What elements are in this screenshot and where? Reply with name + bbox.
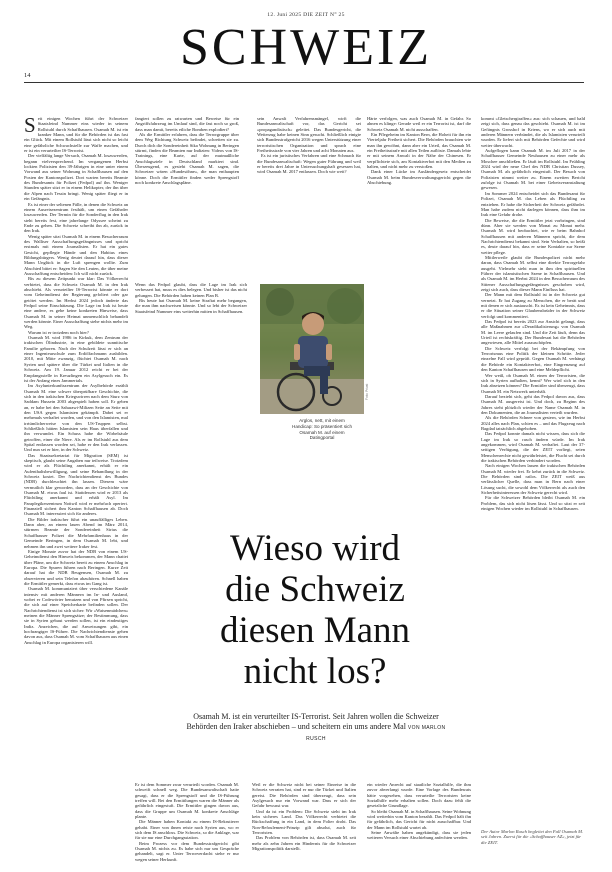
paragraph: Nach einigen Wochen lassen die irakischen Behörden Osamah M. wieder frei. Er kehrt zurück in die Schweiz. Die Behörden sind ratlos. Die ZEIT weiß aus verlässlicher Quelle, dass man in Bern nach einer Lösung sucht, die sowohl dem Völkerrecht als auch den Sicherheitsinteressen der Schweiz gerecht wird. <box>481 463 585 496</box>
paragraph: Beim Prozess vor dem Bundesstrafgericht gibt Osamah M. nichts zu. Es habe sich nur um Gespräche gehandelt, sagt er. Unter Terrorverdacht stehe er nur wegen seiner Herkunft. <box>135 840 239 862</box>
paragraph: Bis heute hat Osamah M. keine Straftat mehr begangen, die man ihm nachweisen könnte. Und so lebt der Schweizer Staatsfeind Nummer eins weiterhin mitten in Schaffhausen. <box>135 298 247 314</box>
article-column-5 <box>481 116 585 822</box>
paragraph: Als die Ermittler erfahren, dass die Terrorgruppe über dem Weg Richtung Schweiz befindet, schreiten sie zu. Durch dich die Sondereinheit Sika Wohnung in Beringen stürmt, finden die Beamten nur Indizien: Videos von IS-Trainings, eine Karte, auf der mutmaßliche Anschlagsziele in Deutschland markiert sind. Überzeugend, es gesteht Osamah M. sagen, die Schweizer wären »Hundesöhne«, die man enthaupten könne. Doch die Ermittler finden weder Sprengstoff noch konkrete Anschlagspläne. <box>135 132 239 186</box>
headline-line: nicht los? <box>243 651 387 692</box>
paragraph: Härte verfolgen, was auch Osamah M. in Gefahr. So ahnen es klinge: Gerade weil er ein Terrorist ist, darf die Schweiz Osamah M. nicht ausschaffen. <box>367 116 471 132</box>
drop-cap: S <box>24 113 36 137</box>
header-meta: 12. Juni 2025 DIE ZEIT N° 25 <box>267 12 345 18</box>
headline-line: diesen Mann <box>219 610 411 651</box>
paragraph: Die Schweiz verfolgt bei der Bekämpfung von Terrorismus eine Politik der kleinen Schritte. Jeder einzelne Fall wird geprüft. Gegen Osamah M. verhängt die Behörde ein Kontaktverbot, eine Eingrenzung auf den Kanton Schaffhausen und eine Meldepflicht. <box>481 345 585 373</box>
paragraph: Die Bilder irakischer führt ein unauffälliges Leben. Dann aber, an einem lauen Abend im März 2014, stürmen Beamte der Sondereinheit Sirius die Schaffhauser Polizei die Mehrfamilienhaus in der Gemeinde Beringen, in dem Osamah M. lebt, und nehmen ihn und zwei weitere Iraker fest. <box>24 516 128 549</box>
paragraph: Osamah M. kommuniziert über verschiedene Kanäle intensiv mit anderen Männern im In- und Ausland, wobei er Codewörter benutzen und von Pfirsen spricht, die sich auf einer Speicherkarte befinden sollen. Der Nachrichtendienst ist sich sicher: Wir »Waisenmädchen« meinen die Männer Sprengsätze; der Bestimmung, dass sie in Syrien gebaut werden sollen, ist ein eindeutiges Indiz. Anzeichen, die auf Anweisungen gibt, ein hochrangiger IS-Führer. Die Nachrichtendienste gehen davon aus, dass Osamah M. vom Schaffhausen aus einen Anschlag in Europa organisieren will. <box>24 586 128 645</box>
paragraph: Seine Anwälte haben angekündigt, dass sie jeden weiteren Versuch einer Abschiebung anfechten werden. <box>367 830 471 841</box>
paragraph: ein wieder Anrecht auf staatliche Sozialhilfe, die ihm zuvor abverlangt wurde. Eine Vorlage des Bundesrats hätte vorgesehen, dass verurteilte Terroristen keine Sozialhilfe mehr erhalten sollen. Doch dazu fehlt die gesetzliche Grundlage. <box>367 782 471 809</box>
paragraph: Und da ist ein Problem: Die Schweiz sieht im Irak kein sicheres Land. Das Völkerrecht verbietet die Rückschaffung in ein Land, in dem Folter droht. Das Non-Refoulement-Prinzip gilt absolut, auch für Terroristen. <box>252 808 356 836</box>
article-column-2 <box>135 116 239 276</box>
paragraph: Die Männer haben Kontakt zu einem IS-Rekrutierer gehabt. Einer von ihnen reiste nach Syrien aus, wo er sich dem IS anschloss. Die Schweiz, so die Anklage, war für sie nur eine Durchgangsstation. <box>135 819 239 841</box>
paragraph <box>24 113 128 154</box>
article-column-2-continued <box>135 282 247 518</box>
paragraph: Aufgeflogen kann Osamah M. im Juli 2017 in der Schaffhauser Gemeinde Neuhausen zu einer mehr als Moschee anschließen. Er läuft im Rollstuhl. Im Frühling 2024 wird der neue Chef des NDB Christian Dussey, Osamah M. als gefährlich eingestuft. Der Besuch von Polizisten nimmt weiter zu. Einem zweiten Bericht zufolge ist Osamah M. bei einer Gebetsveranstaltung gewesen. <box>481 148 585 191</box>
paragraph: sein Anwalt Verfahrensmängel, wirft die Bundesanwaltschaft vor, das Gericht sei »propagandistisch« geleitet. Das Bundesgericht, die Weiterzug habe keinen Sinn gesucht. Schließlich einigte sich Bundesstrafgericht 2016 wegen Unterstützung einer terroristischen Organisation und sprach eine Freiheitsstrafe von vier Jahren und acht Monaten aus. <box>257 116 361 154</box>
paragraph: Darauf bezieht sich, geht das Fedpol davon aus, dass Osamah M. ausgereist ist. Und doch, zu Beginn des Jahres steht plötzlich wieder der Name Osamah M. in den Dokumenten, die an Journalisten verteilt wurden. <box>481 393 585 415</box>
paragraph: Für die Schweizer Behörden bleibt Osamah M. ein Problem, das sich nicht lösen lässt. Und so sitzt er seit einigen Wochen wieder im Rollstuhl in Schaffhausen. <box>481 495 585 512</box>
article-column-4 <box>367 116 471 276</box>
section-title: SCHWEIZ <box>179 19 433 76</box>
paragraph: Weil er die Schweiz nicht bei seiner Einreise in die Schweiz verraten hat, sind er nur die Türkei und Italien gereist. Die Behörden sind überzeugt, dass sein Asylgesuch nur ein Vorwand war. Dass er sich der Gefahr bewusst war. <box>252 782 356 809</box>
paragraph: Mittlerweile glaubt die Bundespolizei nicht mehr daran, dass Osamah M. selbst eine direkte Terrorgefahr ausgeht. Vielmehr sieht man in ihm den spirituellen Führer der islamistischen Szene in Schaffhausen. Und als Osamah M. im Herbst 2024 in den Besucherraum des Sittener Ausschaffungsgefängnisses geschoben wird, zeigt sich auch, dass dieser Mann Einfluss hat. <box>481 254 585 292</box>
paragraph: Wenig später sitzt Osamah M. in einem Besucherraum des Walliser Ausschaffungsgefängnisses und spricht erstmals mit einem Journalisten. Er hat ein gutes Gesicht, gepflegte Hände und den Habitus eines Bildungsbürgers. Wenig deutet darauf hin, dass dieser Mann Unglück in die Luft sprengen wollte. Zum Abschied bittet er: Sagen Sie den Leuten, die über meine Ausschaffung entscheiden: Ich will nicht zurück. <box>24 233 128 276</box>
headline <box>180 528 450 692</box>
paragraph: Osamah M. wird 1986 in Kirkuk, dem Zentrum der irakischen Ölindustrie, in eine gebildete sunnitische Familie geboren. Nach der Schulzeit lässt er sich an einer Ingenieurschule zum Erdölfachmann ausbilden. 2010, mit Mitte zwanzig, flüchtet Osamah M. nach Syrien und spätere über die Türkei und Italien in die Schweiz. Am 19. Januar 2012 reicht er bei der Empfangsstelle in Kreuzlingen ein Asylgesuch ein. Es ist der Anfang eines Jammertals. <box>24 335 128 383</box>
paragraph: Er ist dem Sommer zwar verurteilt worden. Osamah M. schweift schnell weg. Die Bundesanwaltschaft hatte gesagt, dass er die Sprengstoff und die IS-Führung treffen will. Bei den Ermittlungen waren die Männer als gefährlich eingestuft. Die Ermittler gingen davon aus, dass die Gruppe um Osamah M. konkrete Anschläge plante. <box>135 782 239 820</box>
paragraph: So bleibt Osamah M. in Schaffhausen. Seine Wohnung wird weiterhin vom Kanton bezahlt. Das Fedpol hält ihn für gefährlich, das Gericht für nicht ausschaffbar. Und der Mann im Rollstuhl wartet ab. <box>367 808 471 830</box>
header-rule <box>24 82 584 83</box>
photo-credit: Foto: Privat <box>365 383 369 400</box>
paragraph: Als die Behörden Schnee von gestern, wie im Herbst 2024 alles nach Plan, schien es – und das Flugzeug nach Bagdad tatsächlich abgehoben. <box>481 415 585 431</box>
paragraph: Wenn das Fedpol glaubt, dass die Lage im Irak sich verbessert hat, muss es dies belegen. Und bisher ist das nicht gelungen. Die Behörden haben keinen Plan B. <box>135 282 247 298</box>
paragraph: kommt »Gletschergiraffen« aus: sich schauen, und bald zeigt sich, dass genau das geschieht. Osamah M. ist im Gefängnis Grosshof in Kriens, wo er sich auch mit anderen Männern verbündet, die als Islamisten verurteilt wurden. Er liefert sich mit Behörden Gefechte und wird weiter überwacht. <box>481 116 585 148</box>
paragraph: fangiert sollen zu ratwarten und Beweise für ein Angriffsfahrzeug im Umlauf sind, die fast noch so groß, dass man damit, bereits etliche Bomben explodiert? <box>135 116 239 132</box>
headline-line: die Schweiz <box>225 569 405 610</box>
paragraph: Das Problem von Behörden ist, dass Osamah M. seit mehr als zehn Jahren ein Hindernis für die Schweizer Migrationspolitik darstellt. <box>252 835 356 852</box>
article-column-bottom-1 <box>135 782 239 862</box>
dek <box>180 712 452 745</box>
paragraph: Es ist einer der seltenen Fälle, in denen die Schweiz an einem Ausreisezentrum festhält, um einen Gefährder loszuwerden. Der Termin für die Sonderflug in den Irak steht bereits fest, eine jahrelange Odyssee scheint zu Ende zu gehen. Die Schweiz schreibt ihn ab, zurück in den Irak. <box>24 201 128 234</box>
headline-line: Wieso wird <box>229 528 401 569</box>
article-column-1 <box>24 113 128 856</box>
portrait-photo <box>260 284 364 414</box>
paragraph: Dank einer Lücke im Ausländergesetz entscheidet Osamah M. beim Bundesverwaltungsgericht gegen die Abschiebung. <box>367 169 471 186</box>
article-column-bottom-2 <box>252 782 356 858</box>
paragraph: Ein Pflegeheim im Kanton Bern, die Hoheit für ihn ein Vierteljahr Freiheit sichert. Die Behörden brauchten wie man ihn gewöhnt, dann aber ein Urteil, das Osamah M. ein Freiheitsstrafe mit allen Teilen auflöste. Damals lebte er mit seinem Anwalt in der Nähe der Chinesen. Er verpflichtete sich, am Kontaktverbot mit den Medien zu halten, und nicht mehr zu verstoßen. <box>367 132 472 170</box>
paragraph: Warum ist er trotzdem noch hier? <box>28 329 89 335</box>
paragraph: Das Fedpol konnte damals nicht wissen, dass sich die Lage im Irak so rasch ändern würde. Im Irak angekommen, wird Osamah M. verhaftet. Laut der 37-seitigen Verfügung, die der ZEIT vorliegt, seien Menschenrechte nicht gewährleistet, die Flucht sei durch die irakischen Behörden verhindert worden. <box>481 431 585 463</box>
paragraph: Wer weiß, ob Osamah M. einen der Terroristen, die sich in Syrien aufhalten, kennt? Wer wird sich in den Irak absetzen können? Die Ermittler sind überzeugt, dass Osamah M. ein Netzwerk unterhält. <box>481 372 585 394</box>
dek-text: Osamah M. ist ein verurteilter IS-Terrorist. Seit Jahren wollen die Schweizer Behörden den Iraker abschieben – und scheitern ein ums andere Mal <box>186 712 439 732</box>
paragraph: Bis zu diesem Zeitpunkt war klar: Das Völkerrecht verbietet, dass die Schweiz Osamah M. in den Irak abschiebt. Als verurteilter IS-Terrorist könnte er dort vom Geheimdienst der Regierung gefoltert oder gar getötet werden. Im Herbst 2024 jedoch änderte das Fedpol seine Einschätzung. Die Lage im Irak ist heute eine andere, es gebe keine konkreten Hinweise, dass Osamah M. in seiner Heimat unmenschlich behandelt werden könnte. Einer Ausschaffung stehe nichts mehr im Weg. <box>24 276 128 330</box>
paragraph: Einige Monate zuvor hat der NDB von einem US-Geheimdienst den Hinweis bekommen, der Mann chattet über Pläne, um die Schweiz bereit zu einem Anschlag in Europa. Die Spuren führen nach Beringen. Kurze Zeit darauf hat die NDB Beugensen, Osamah M. zu observieren und sein Telefon abzuhören. Schnell haben die Ermittler gemerkt, dass etwas im Gang ist. <box>24 548 128 586</box>
paragraph: Das Staatssekretariat für Migration (SEM) ist skeptisch, glaubt seine Angaben nur teilweise. Trotzdem wird er als Flüchtling anerkannt, erhält er ein Aufenthaltsbewilligung, und seine Behandlung in der Schweiz kostet. Der Nachrichtendienst des Bundes (NDB) durchleuchtet ihn lassen. Diesem wäre vermutlich klar geworden, dass an der Geschichte von Osamah M. etwas faul ist. Stattdessen wird er 2013 als Flüchtling anerkannt und erhält Asyl. Im Paraplegikerzentrum Nottwil wird er mehrfach operiert. Finanziell sichert ihm Kanton Schaffhausen ab. Doch Osamah M. interessiert sich für anderes. <box>24 452 128 517</box>
paragraph: Im Asylunterkunftszentrum der Asylbehörde erzählt Osamah M. eine schwer überprüfbare Geschichte, die sich in den irakischen Kriegswirren nach dem Sturz von Saddam Hussein 2003 abgespielt haben soll. Er geben an, er habe bei den Saharawi-Milizen Seite an Seite mit den USA gegen Islamisten gekämpft. Dabei sei er mehrmals verhaftet worden, und von den Islamisten, mal irrtümlicherweise von den US-Truppen selbst. Schließlich hätten Islamisten sein Haus überfallen und ihn verwundet. Ein Schuss habe die Wirbelsäule getroffen, einer die Niere. Als er im Rollstuhl aus dem Spital entlassen worden sei, habe er den Irak verlassen. Und nun sei er hier, in der Schweiz. <box>24 383 128 453</box>
paragraph: Der vielfältig lange Versuch, Osamah M. loszuwerden, begann vielversprechend. Im vergangenen Herbst lockten Polizisten den 39-Jährigen in eine unter einem Vorwand aus seiner Wohnung in Schaffhausen auf den Posten der Kantonspolizei. Dort warten bereits Beamte des Bundesamts für Polizei (Fedpol) auf ihn. Weniger Stunden später sitzt er in einem Helikopter, der ihn über die Alpen nach Tessin bringt. Wenig später fliegt er in ein Gefängnis. <box>24 153 128 202</box>
article-column-3 <box>257 116 361 276</box>
paragraph: Im Sommer 2024 entscheidet sich das Bundesamt für Polizei, Osamah M. das Leben als Flüchtling zu entziehen. Er habe die Sicherheit der Schweiz gefährdet. Man habe zudem nicht darlegen können, dass ihm im Irak eine Gefahr drohe. <box>481 190 585 218</box>
paragraph: Es ist ein juristisches Verfahren und eine Schmach für die Bundesanwaltschaft: Wegen guter Führung und weil er bereits drei Jahre in Untersuchungshaft gesessen hat, wird Osamah M. 2017 entlassen. Doch wie weit? <box>257 153 361 175</box>
page-number: 14 <box>24 72 31 79</box>
paragraph: Die Beweise, die die Ermittler jetzt vorbringen, sind dünn. Aber sie werden von Monat zu Monat mehr. Osamah M. wird beobachtet, wie er beim Bahnhof Schaffhausen mit anderen Männern spricht, die dem Nachrichtendienst bekannt sind. Sein Verhalten, so heißt es, deute darauf hin, dass er seine Kontakte zur Szene weiter pflege. <box>481 217 585 255</box>
author-note: Der Autor Marlon Rusch begleitet den Fall Osamah M. seit Jahren. Zuerst für die »Schaffhauser AZ«, jetzt für die ZEIT. <box>481 829 584 845</box>
byline: VON MARLON RUSCH <box>306 725 446 743</box>
paragraph: Das Fedpol ist bereits 2023 zur Ansicht gelangt, dass alle Maßnahmen zur »Deradikalisierung« von Osamah M. im Leere gelaufen sind. Und die Zeit läuft, denn das Urteil ist rechtskräftig. Der Bundesrat hat die Behörden angewiesen, alle Mittel auszuschöpfen. <box>481 319 585 346</box>
photo-caption: Arglos, nett, mit einem Handicap: So präsentiert sich Osamah M. auf einem Datingportal <box>292 418 353 441</box>
paragraph: Der Mann mit dem Rollstuhl ist in der Schweiz gut vernetzt. Er hat Zugang zu Menschen, die er berät und mit denen er sich austauscht. Es ist kein Geheimnis, dass er die Situation seiner Glaubensbrüder in der Schweiz verfolgt und kommentiert. <box>481 292 585 319</box>
paragraph-text: eit einigen Wochen führt der Schweizer Staatsfeind Nummer eins wieder in seinem Rollstuhl durch Schaffhausen. Osamah M. ist ein kranker Mann, und für die Behörden ist das fast ein Glück. Mit einem Rollstuhl lässt sich nicht so leicht eine gefährliche Schwachstelle zur Waffe machen, und er ist ein verurteilter IS-Terrorist. <box>24 116 128 154</box>
article-column-bottom-3 <box>367 782 471 858</box>
